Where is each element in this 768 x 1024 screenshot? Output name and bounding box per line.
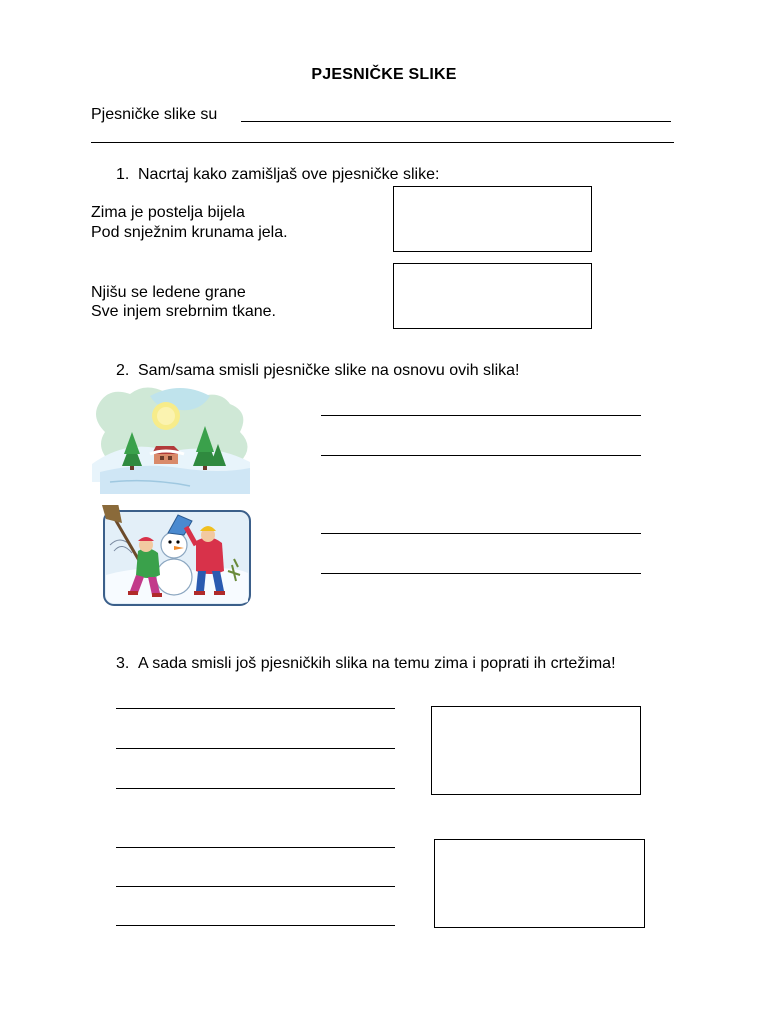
task-3-text: A sada smisli još pjesničkih slika na temu zima i poprati ih crtežima! bbox=[138, 655, 616, 672]
drawing-box-verse-2[interactable] bbox=[393, 263, 592, 329]
task-1-number: 1. bbox=[116, 166, 130, 183]
task-1-heading bbox=[116, 165, 439, 185]
image-1-answer-line-1[interactable] bbox=[321, 415, 641, 416]
task-2-number: 2. bbox=[116, 362, 130, 379]
snowman-children-icon bbox=[100, 505, 256, 609]
image-1-answer-line-2[interactable] bbox=[321, 455, 641, 456]
verse-2-line-2: Sve injem srebrnim tkane. bbox=[91, 303, 276, 320]
task-3-heading bbox=[116, 654, 616, 674]
verse-1-line-2: Pod snježnim krunama jela. bbox=[91, 224, 288, 241]
image-2-answer-line-1[interactable] bbox=[321, 533, 641, 534]
drawing-box-group-1[interactable] bbox=[431, 706, 641, 795]
winter-landscape-icon bbox=[90, 382, 256, 498]
task-1-text: Nacrtaj kako zamišljaš ove pjesničke slike: bbox=[138, 166, 440, 183]
task-2-text: Sam/sama smisli pjesničke slike na osnovu ovih slika! bbox=[138, 362, 520, 379]
drawing-box-group-2[interactable] bbox=[434, 839, 645, 928]
poem-group-1-line-2[interactable] bbox=[116, 748, 395, 749]
drawing-box-verse-1[interactable] bbox=[393, 186, 592, 252]
task-2-heading bbox=[116, 361, 519, 381]
intro-label: Pjesničke slike su bbox=[91, 106, 218, 123]
poem-group-1-line-1[interactable] bbox=[116, 708, 395, 709]
image-2-answer-line-2[interactable] bbox=[321, 573, 641, 574]
poem-group-1-line-3[interactable] bbox=[116, 788, 395, 789]
intro-answer-line-1[interactable] bbox=[241, 121, 671, 122]
poem-group-2-line-3[interactable] bbox=[116, 925, 395, 926]
task-3-number: 3. bbox=[116, 655, 130, 672]
intro-answer-line-2[interactable] bbox=[91, 142, 674, 143]
poem-group-2-line-2[interactable] bbox=[116, 886, 395, 887]
verse-2-line-1: Njišu se ledene grane bbox=[91, 284, 246, 301]
page-title: PJESNIČKE SLIKE bbox=[311, 66, 457, 83]
verse-1-line-1: Zima je postelja bijela bbox=[91, 204, 245, 221]
poem-group-2-line-1[interactable] bbox=[116, 847, 395, 848]
